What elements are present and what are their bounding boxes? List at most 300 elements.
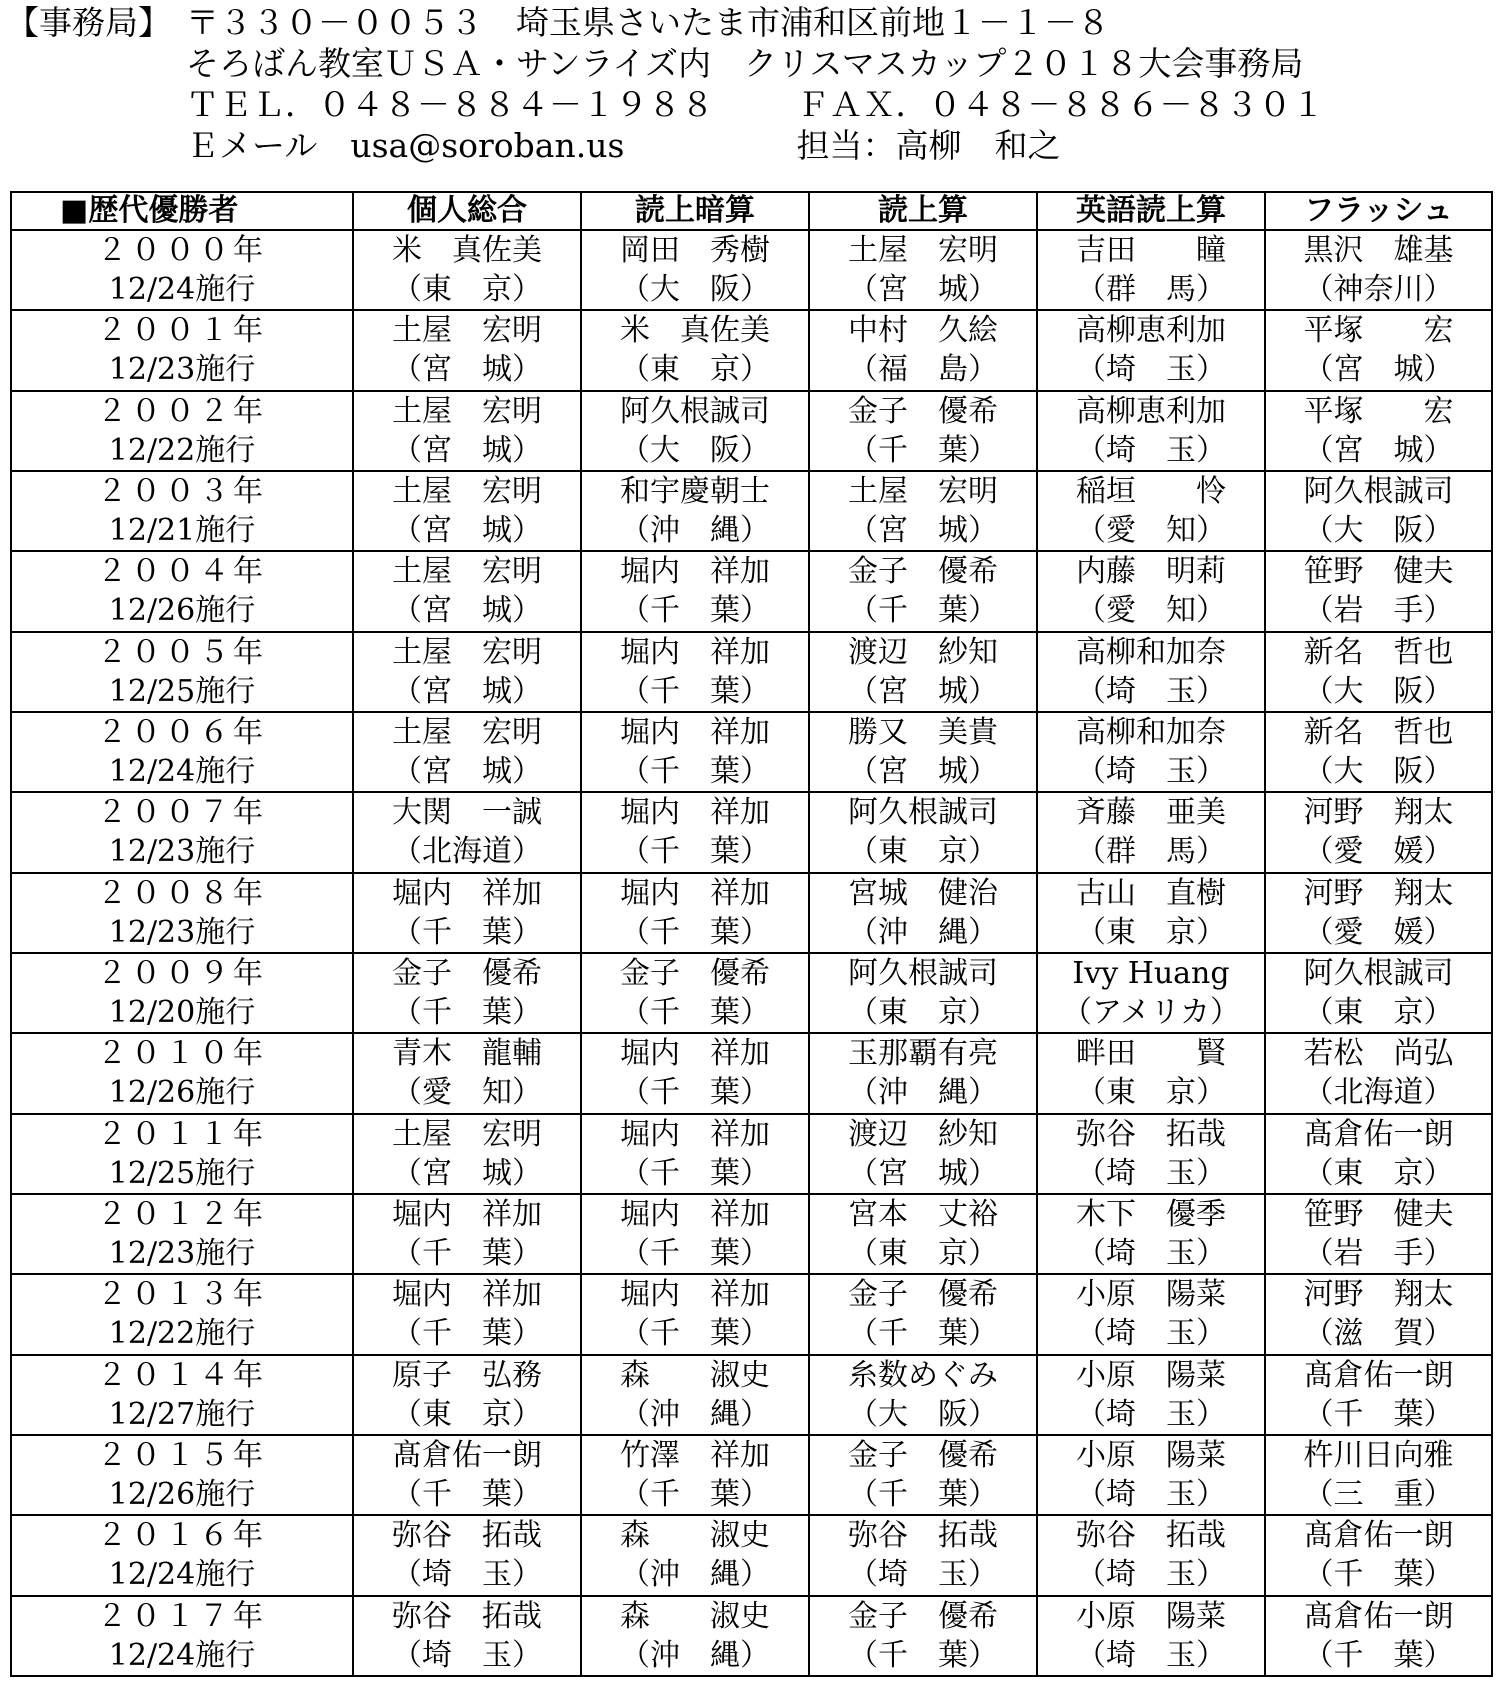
winner-cell-english-dictation bbox=[1037, 471, 1265, 551]
winner-cell-english-dictation bbox=[1037, 1435, 1265, 1515]
winner-prefecture: （東 京） bbox=[1076, 914, 1226, 950]
winner-prefecture: （群 馬） bbox=[1076, 834, 1226, 870]
winner-prefecture: （千 葉） bbox=[848, 1477, 998, 1513]
winner-name: 堀内 祥加 bbox=[620, 715, 770, 751]
winner-prefecture: （宮 城） bbox=[392, 593, 542, 629]
winner-cell-dictation-mental bbox=[581, 310, 809, 390]
winner-name: 土屋 宏明 bbox=[848, 233, 998, 269]
winner-cell-individual-overall bbox=[353, 471, 581, 551]
winner-cell-dictation-mental bbox=[581, 953, 809, 1033]
year-cell bbox=[11, 632, 353, 712]
winner-cell-english-dictation bbox=[1037, 1114, 1265, 1194]
winner-prefecture: （埼 玉） bbox=[392, 1637, 542, 1673]
winner-name: 河野 翔太 bbox=[1303, 795, 1454, 831]
winner-name: 渡辺 紗知 bbox=[848, 634, 998, 670]
winner-name: 高柳和加奈 bbox=[1076, 715, 1226, 751]
winner-prefecture: （千 葉） bbox=[848, 1316, 998, 1352]
winner-prefecture: （愛 媛） bbox=[1303, 834, 1454, 870]
winner-name: 金子 優希 bbox=[848, 393, 998, 429]
winner-prefecture: （埼 玉） bbox=[1076, 432, 1226, 468]
winner-name: 堀内 祥加 bbox=[620, 1036, 770, 1072]
winner-prefecture: （宮 城） bbox=[848, 754, 998, 790]
winner-cell-dictation bbox=[809, 953, 1037, 1033]
winner-name: 平塚 宏 bbox=[1303, 313, 1454, 349]
held-date: 12/26施行 bbox=[108, 593, 256, 629]
table-row bbox=[11, 1274, 1492, 1354]
office-contact-person: 担当：高柳 和之 bbox=[796, 126, 1061, 165]
winner-prefecture: （大 阪） bbox=[1303, 673, 1454, 709]
office-tel: ＴＥＬ．０４８－８８４－１９８８ bbox=[186, 85, 714, 124]
winner-prefecture: （千 葉） bbox=[620, 1155, 770, 1191]
winner-name: 米 真佐美 bbox=[620, 313, 770, 349]
winner-name: 土屋 宏明 bbox=[392, 634, 542, 670]
year-label: ２０１６年 bbox=[97, 1518, 267, 1554]
winner-prefecture: （宮 城） bbox=[392, 352, 542, 388]
winner-cell-dictation-mental bbox=[581, 792, 809, 872]
winner-cell-english-dictation bbox=[1037, 712, 1265, 792]
winner-name: 森 淑史 bbox=[620, 1598, 770, 1634]
winner-prefecture: （埼 玉） bbox=[848, 1557, 998, 1593]
winner-name: 土屋 宏明 bbox=[392, 474, 542, 510]
winner-cell-dictation bbox=[809, 391, 1037, 471]
year-cell bbox=[11, 1274, 353, 1354]
winner-cell-dictation bbox=[809, 310, 1037, 390]
year-cell bbox=[11, 1033, 353, 1113]
winner-prefecture: （宮 城） bbox=[392, 513, 542, 549]
winner-name: 金子 優希 bbox=[392, 956, 542, 992]
winner-name: 森 淑史 bbox=[620, 1518, 770, 1554]
table-row bbox=[11, 310, 1492, 390]
winner-cell-flash bbox=[1265, 391, 1492, 471]
winner-cell-dictation-mental bbox=[581, 873, 809, 953]
winner-name: 黒沢 雄基 bbox=[1303, 233, 1454, 269]
winner-cell-dictation bbox=[809, 632, 1037, 712]
winner-prefecture: （千 葉） bbox=[620, 1236, 770, 1272]
winner-name: 大関 一誠 bbox=[392, 795, 542, 831]
winner-cell-individual-overall bbox=[353, 1114, 581, 1194]
winner-name: 原子 弘務 bbox=[392, 1357, 542, 1393]
year-label: ２００４年 bbox=[97, 554, 267, 590]
winner-name: 吉田 瞳 bbox=[1076, 233, 1226, 269]
office-organization: そろばん教室ＵＳＡ・サンライズ内 クリスマスカップ２０１８大会事務局 bbox=[186, 44, 1304, 83]
office-fax: ＦＡＸ．０４８－８８６－８３０１ bbox=[796, 85, 1325, 124]
winner-cell-flash bbox=[1265, 1355, 1492, 1435]
year-cell bbox=[11, 310, 353, 390]
table-row bbox=[11, 792, 1492, 872]
winner-name: 堀内 祥加 bbox=[620, 795, 770, 831]
winner-cell-english-dictation bbox=[1037, 551, 1265, 631]
winner-prefecture: （沖 縄） bbox=[848, 914, 998, 950]
winner-prefecture: （千 葉） bbox=[848, 1637, 998, 1673]
winner-name: 米 真佐美 bbox=[392, 233, 542, 269]
winner-prefecture: （愛 知） bbox=[392, 1075, 542, 1111]
winner-name: 阿久根誠司 bbox=[848, 795, 998, 831]
winner-cell-individual-overall bbox=[353, 873, 581, 953]
winner-prefecture: （三 重） bbox=[1303, 1477, 1454, 1513]
winner-prefecture: （東 京） bbox=[392, 1396, 542, 1432]
winner-cell-individual-overall bbox=[353, 230, 581, 310]
held-date: 12/25施行 bbox=[108, 1155, 256, 1191]
winner-name: 河野 翔太 bbox=[1303, 1277, 1454, 1313]
winner-cell-dictation-mental bbox=[581, 1596, 809, 1676]
held-date: 12/23施行 bbox=[108, 1236, 256, 1272]
winner-prefecture: （愛 媛） bbox=[1303, 914, 1454, 950]
winner-name: 和宇慶朝士 bbox=[620, 474, 770, 510]
winner-name: 堀内 祥加 bbox=[620, 634, 770, 670]
winner-name: 土屋 宏明 bbox=[848, 474, 998, 510]
winner-prefecture: （大 阪） bbox=[848, 1396, 998, 1432]
winner-cell-flash bbox=[1265, 310, 1492, 390]
winner-prefecture: （埼 玉） bbox=[1076, 1637, 1226, 1673]
winner-cell-dictation-mental bbox=[581, 1435, 809, 1515]
header-past-winners: ■歴代優勝者 bbox=[11, 192, 353, 230]
year-cell bbox=[11, 712, 353, 792]
header-english-dictation: 英語読上算 bbox=[1037, 192, 1265, 230]
winner-prefecture: （千 葉） bbox=[1303, 1637, 1454, 1673]
winner-cell-english-dictation bbox=[1037, 632, 1265, 712]
winner-cell-flash bbox=[1265, 953, 1492, 1033]
winner-name: 土屋 宏明 bbox=[392, 313, 542, 349]
winner-cell-dictation-mental bbox=[581, 1194, 809, 1274]
table-row bbox=[11, 1033, 1492, 1113]
year-label: ２０１２年 bbox=[97, 1197, 267, 1233]
winner-name: 金子 優希 bbox=[620, 956, 770, 992]
winner-cell-flash bbox=[1265, 1435, 1492, 1515]
winner-name: 堀内 祥加 bbox=[620, 875, 770, 911]
year-cell bbox=[11, 792, 353, 872]
winner-cell-english-dictation bbox=[1037, 310, 1265, 390]
winner-cell-english-dictation bbox=[1037, 1274, 1265, 1354]
year-label: ２００９年 bbox=[97, 956, 267, 992]
winner-name: 内藤 明莉 bbox=[1076, 554, 1226, 590]
winner-cell-flash bbox=[1265, 792, 1492, 872]
year-cell bbox=[11, 551, 353, 631]
winner-name: 河野 翔太 bbox=[1303, 875, 1454, 911]
winner-prefecture: （埼 玉） bbox=[1076, 1557, 1226, 1593]
winner-cell-flash bbox=[1265, 1194, 1492, 1274]
held-date: 12/22施行 bbox=[108, 1316, 256, 1352]
table-row bbox=[11, 391, 1492, 471]
winner-name: 笹野 健夫 bbox=[1303, 554, 1454, 590]
winner-prefecture: （大 阪） bbox=[1303, 754, 1454, 790]
winner-cell-dictation bbox=[809, 792, 1037, 872]
winner-name: 堀内 祥加 bbox=[620, 554, 770, 590]
year-label: ２００６年 bbox=[97, 715, 267, 751]
year-cell bbox=[11, 1194, 353, 1274]
held-date: 12/23施行 bbox=[108, 352, 256, 388]
winner-name: 髙倉佑一朗 bbox=[1303, 1518, 1454, 1554]
winner-prefecture: （東 京） bbox=[848, 1236, 998, 1272]
winner-name: 土屋 宏明 bbox=[392, 1116, 542, 1152]
winner-name: 森 淑史 bbox=[620, 1357, 770, 1393]
winner-name: 木下 優季 bbox=[1076, 1197, 1226, 1233]
winner-prefecture: （宮 城） bbox=[848, 513, 998, 549]
winner-cell-flash bbox=[1265, 712, 1492, 792]
winner-name: 糸数めぐみ bbox=[848, 1357, 998, 1393]
winner-cell-dictation bbox=[809, 1114, 1037, 1194]
winner-name: 髙倉佑一朗 bbox=[1303, 1598, 1454, 1634]
winner-prefecture: （埼 玉） bbox=[1076, 1396, 1226, 1432]
winner-prefecture: （千 葉） bbox=[620, 995, 770, 1031]
year-label: ２０１５年 bbox=[97, 1438, 267, 1474]
winner-name: 笹野 健夫 bbox=[1303, 1197, 1454, 1233]
winner-name: 阿久根誠司 bbox=[620, 393, 770, 429]
winner-prefecture: （宮 城） bbox=[1303, 352, 1454, 388]
winner-cell-individual-overall bbox=[353, 1515, 581, 1595]
year-label: ２０００年 bbox=[97, 233, 267, 269]
winner-prefecture: （東 京） bbox=[620, 352, 770, 388]
office-contact-row bbox=[6, 125, 1496, 166]
winner-prefecture: （千 葉） bbox=[848, 432, 998, 468]
winner-name: 阿久根誠司 bbox=[1303, 474, 1454, 510]
winner-prefecture: （神奈川） bbox=[1303, 272, 1454, 308]
year-cell bbox=[11, 1114, 353, 1194]
winner-name: 堀内 祥加 bbox=[620, 1197, 770, 1233]
winner-cell-flash bbox=[1265, 471, 1492, 551]
year-cell bbox=[11, 873, 353, 953]
winner-cell-individual-overall bbox=[353, 310, 581, 390]
year-cell bbox=[11, 1355, 353, 1435]
winner-name: 土屋 宏明 bbox=[392, 554, 542, 590]
winner-prefecture: （群 馬） bbox=[1076, 272, 1226, 308]
winner-cell-dictation bbox=[809, 873, 1037, 953]
table-row bbox=[11, 873, 1492, 953]
winner-cell-individual-overall bbox=[353, 1274, 581, 1354]
held-date: 12/22施行 bbox=[108, 432, 256, 468]
winner-cell-dictation bbox=[809, 471, 1037, 551]
table-row bbox=[11, 471, 1492, 551]
winner-cell-dictation-mental bbox=[581, 1114, 809, 1194]
winner-name: 弥谷 拓哉 bbox=[848, 1518, 998, 1554]
winner-name: 髙倉佑一朗 bbox=[1303, 1116, 1454, 1152]
year-label: ２００３年 bbox=[97, 474, 267, 510]
held-date: 12/26施行 bbox=[108, 1075, 256, 1111]
table-body bbox=[11, 230, 1492, 1676]
year-cell bbox=[11, 1435, 353, 1515]
winner-cell-dictation bbox=[809, 1033, 1037, 1113]
year-label: ２０１７年 bbox=[97, 1598, 267, 1634]
table-row bbox=[11, 1515, 1492, 1595]
winner-name: 弥谷 拓哉 bbox=[1076, 1116, 1226, 1152]
year-cell bbox=[11, 391, 353, 471]
winner-name: 髙倉佑一朗 bbox=[1303, 1357, 1454, 1393]
winner-prefecture: （宮 城） bbox=[1303, 432, 1454, 468]
winner-name: 金子 優希 bbox=[848, 1438, 998, 1474]
table-row bbox=[11, 1355, 1492, 1435]
winner-prefecture: （埼 玉） bbox=[1076, 673, 1226, 709]
header-individual-overall: 個人総合 bbox=[353, 192, 581, 230]
table-row bbox=[11, 1435, 1492, 1515]
winner-prefecture: （千 葉） bbox=[620, 1477, 770, 1513]
year-label: ２０１４年 bbox=[97, 1357, 267, 1393]
winner-name: 高柳恵利加 bbox=[1076, 313, 1226, 349]
winner-name: 青木 龍輔 bbox=[392, 1036, 542, 1072]
winner-prefecture: （大 阪） bbox=[1303, 513, 1454, 549]
year-label: ２０１０年 bbox=[97, 1036, 267, 1072]
winner-cell-english-dictation bbox=[1037, 391, 1265, 471]
winner-cell-dictation-mental bbox=[581, 1274, 809, 1354]
winner-cell-dictation-mental bbox=[581, 230, 809, 310]
winner-name: 弥谷 拓哉 bbox=[1076, 1518, 1226, 1554]
winner-name: 土屋 宏明 bbox=[392, 715, 542, 751]
winner-prefecture: （埼 玉） bbox=[1076, 1316, 1226, 1352]
year-cell bbox=[11, 471, 353, 551]
winner-name: 平塚 宏 bbox=[1303, 393, 1454, 429]
winner-name: 玉那覇有亮 bbox=[848, 1036, 998, 1072]
winner-name: 小原 陽菜 bbox=[1076, 1598, 1226, 1634]
winner-prefecture: （東 京） bbox=[392, 272, 542, 308]
winner-prefecture: （東 京） bbox=[1303, 995, 1454, 1031]
winner-prefecture: （福 島） bbox=[848, 352, 998, 388]
office-phone-row bbox=[6, 84, 1496, 125]
winner-cell-dictation bbox=[809, 230, 1037, 310]
winner-name: 小原 陽菜 bbox=[1076, 1357, 1226, 1393]
winner-prefecture: （岩 手） bbox=[1303, 1236, 1454, 1272]
winner-prefecture: （千 葉） bbox=[392, 1236, 542, 1272]
winner-prefecture: （宮 城） bbox=[392, 754, 542, 790]
winner-cell-flash bbox=[1265, 1033, 1492, 1113]
winner-prefecture: （大 阪） bbox=[620, 272, 770, 308]
winner-name: 岡田 秀樹 bbox=[620, 233, 770, 269]
winner-prefecture: （埼 玉） bbox=[1076, 1155, 1226, 1191]
held-date: 12/23施行 bbox=[108, 834, 256, 870]
winner-name: 堀内 祥加 bbox=[392, 875, 542, 911]
winner-cell-dictation bbox=[809, 712, 1037, 792]
office-email: Ｅメール usa@soroban.us bbox=[186, 126, 625, 165]
held-date: 12/27施行 bbox=[108, 1396, 256, 1432]
winner-prefecture: （愛 知） bbox=[1076, 593, 1226, 629]
winner-cell-individual-overall bbox=[353, 712, 581, 792]
held-date: 12/20施行 bbox=[108, 995, 256, 1031]
winner-cell-english-dictation bbox=[1037, 1033, 1265, 1113]
winner-name: 堀内 祥加 bbox=[620, 1277, 770, 1313]
winner-name: 堀内 祥加 bbox=[392, 1277, 542, 1313]
winner-cell-individual-overall bbox=[353, 1435, 581, 1515]
winner-cell-dictation bbox=[809, 1515, 1037, 1595]
winner-name: 金子 優希 bbox=[848, 1598, 998, 1634]
table-row bbox=[11, 1114, 1492, 1194]
winner-name: 阿久根誠司 bbox=[848, 956, 998, 992]
year-cell bbox=[11, 1515, 353, 1595]
held-date: 12/24施行 bbox=[108, 754, 256, 790]
winner-cell-english-dictation bbox=[1037, 873, 1265, 953]
winner-name: 若松 尚弘 bbox=[1303, 1036, 1454, 1072]
winner-prefecture: （北海道） bbox=[1303, 1075, 1454, 1111]
winner-cell-dictation-mental bbox=[581, 1355, 809, 1435]
winner-prefecture: （千 葉） bbox=[392, 1316, 542, 1352]
winner-prefecture: （埼 玉） bbox=[1076, 754, 1226, 790]
held-date: 12/23施行 bbox=[108, 914, 256, 950]
winner-name: 宮城 健治 bbox=[848, 875, 998, 911]
winner-cell-english-dictation bbox=[1037, 1355, 1265, 1435]
winner-prefecture: （東 京） bbox=[848, 995, 998, 1031]
year-label: ２００７年 bbox=[97, 795, 267, 831]
winner-prefecture: （沖 縄） bbox=[620, 1557, 770, 1593]
winner-name: 斉藤 亜美 bbox=[1076, 795, 1226, 831]
winner-cell-dictation-mental bbox=[581, 1515, 809, 1595]
winner-prefecture: （千 葉） bbox=[392, 1477, 542, 1513]
winner-cell-dictation bbox=[809, 1596, 1037, 1676]
winner-prefecture: （埼 玉） bbox=[1076, 352, 1226, 388]
held-date: 12/26施行 bbox=[108, 1477, 256, 1513]
table-row bbox=[11, 953, 1492, 1033]
winner-name: 小原 陽菜 bbox=[1076, 1438, 1226, 1474]
held-date: 12/25施行 bbox=[108, 673, 256, 709]
winner-prefecture: （宮 城） bbox=[392, 432, 542, 468]
winner-name: 新名 哲也 bbox=[1303, 634, 1454, 670]
winner-cell-english-dictation bbox=[1037, 1596, 1265, 1676]
winner-cell-individual-overall bbox=[353, 953, 581, 1033]
winner-cell-english-dictation bbox=[1037, 953, 1265, 1033]
office-info bbox=[6, 2, 1496, 166]
office-label: 【事務局】 bbox=[6, 3, 171, 42]
past-winners-table bbox=[10, 191, 1493, 1677]
winner-cell-dictation bbox=[809, 1274, 1037, 1354]
winner-name: 阿久根誠司 bbox=[1303, 956, 1454, 992]
year-label: ２００５年 bbox=[97, 634, 267, 670]
winner-cell-english-dictation bbox=[1037, 230, 1265, 310]
winner-cell-individual-overall bbox=[353, 1596, 581, 1676]
winner-name: 渡辺 紗知 bbox=[848, 1116, 998, 1152]
year-label: ２０１３年 bbox=[97, 1277, 267, 1313]
winner-prefecture: （沖 縄） bbox=[620, 1396, 770, 1432]
winner-cell-dictation bbox=[809, 1355, 1037, 1435]
table-row bbox=[11, 551, 1492, 631]
table-row bbox=[11, 632, 1492, 712]
year-label: ２００２年 bbox=[97, 393, 267, 429]
winner-cell-flash bbox=[1265, 230, 1492, 310]
year-cell bbox=[11, 230, 353, 310]
winner-cell-individual-overall bbox=[353, 1194, 581, 1274]
winner-name: Ivy Huang bbox=[1072, 956, 1230, 992]
winner-prefecture: （宮 城） bbox=[848, 272, 998, 308]
table-row bbox=[11, 712, 1492, 792]
winner-prefecture: （千 葉） bbox=[392, 914, 542, 950]
winner-name: 古山 直樹 bbox=[1076, 875, 1226, 911]
office-org-row bbox=[6, 43, 1496, 84]
winner-name: 弥谷 拓哉 bbox=[392, 1518, 542, 1554]
year-cell bbox=[11, 953, 353, 1033]
winner-cell-individual-overall bbox=[353, 1355, 581, 1435]
winner-prefecture: （宮 城） bbox=[848, 673, 998, 709]
held-date: 12/24施行 bbox=[108, 1637, 256, 1673]
winner-cell-flash bbox=[1265, 1274, 1492, 1354]
winner-name: 宮本 丈裕 bbox=[848, 1197, 998, 1233]
winner-prefecture: （東 京） bbox=[848, 834, 998, 870]
winner-cell-flash bbox=[1265, 873, 1492, 953]
winner-prefecture: （岩 手） bbox=[1303, 593, 1454, 629]
winner-prefecture: （千 葉） bbox=[392, 995, 542, 1031]
winner-cell-individual-overall bbox=[353, 632, 581, 712]
winner-cell-dictation-mental bbox=[581, 632, 809, 712]
office-address-row bbox=[6, 2, 1496, 43]
header-dictation: 読上算 bbox=[809, 192, 1037, 230]
winner-name: 畔田 賢 bbox=[1076, 1036, 1226, 1072]
winner-name: 金子 優希 bbox=[848, 554, 998, 590]
winner-cell-dictation-mental bbox=[581, 471, 809, 551]
winner-prefecture: （滋 賀） bbox=[1303, 1316, 1454, 1352]
winner-prefecture: （東 京） bbox=[1076, 1075, 1226, 1111]
year-label: ２００１年 bbox=[97, 313, 267, 349]
winner-cell-dictation-mental bbox=[581, 712, 809, 792]
winner-name: 高柳和加奈 bbox=[1076, 634, 1226, 670]
winner-name: 新名 哲也 bbox=[1303, 715, 1454, 751]
winner-cell-dictation bbox=[809, 551, 1037, 631]
winner-cell-flash bbox=[1265, 1114, 1492, 1194]
winner-cell-flash bbox=[1265, 1596, 1492, 1676]
winner-name: 土屋 宏明 bbox=[392, 393, 542, 429]
winner-name: 髙倉佑一朗 bbox=[392, 1438, 542, 1474]
